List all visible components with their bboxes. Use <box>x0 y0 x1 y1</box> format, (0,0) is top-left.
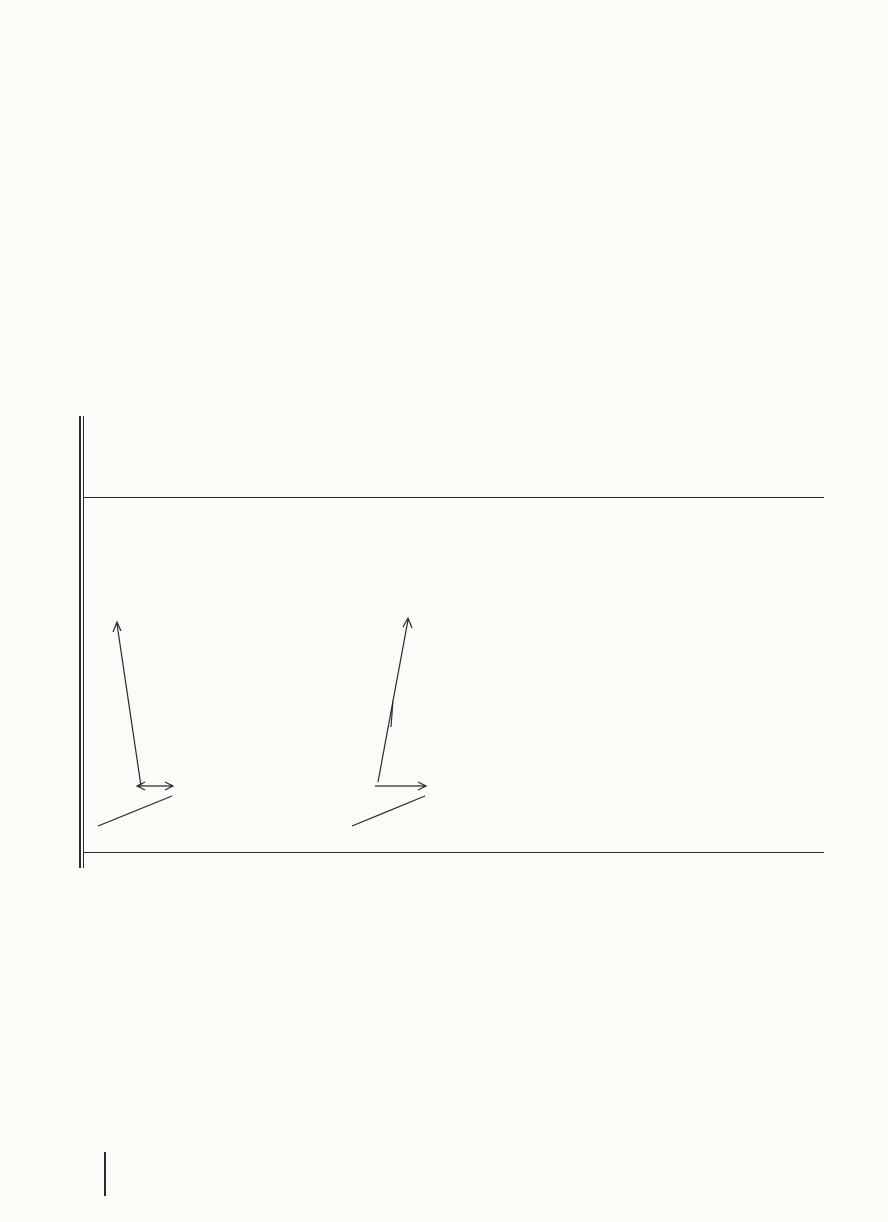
equation-35-rule <box>104 1152 106 1196</box>
arrow-left-diagonal <box>117 624 141 786</box>
arrow-right-lower <box>352 796 425 826</box>
arrow-left-lower <box>98 796 172 826</box>
